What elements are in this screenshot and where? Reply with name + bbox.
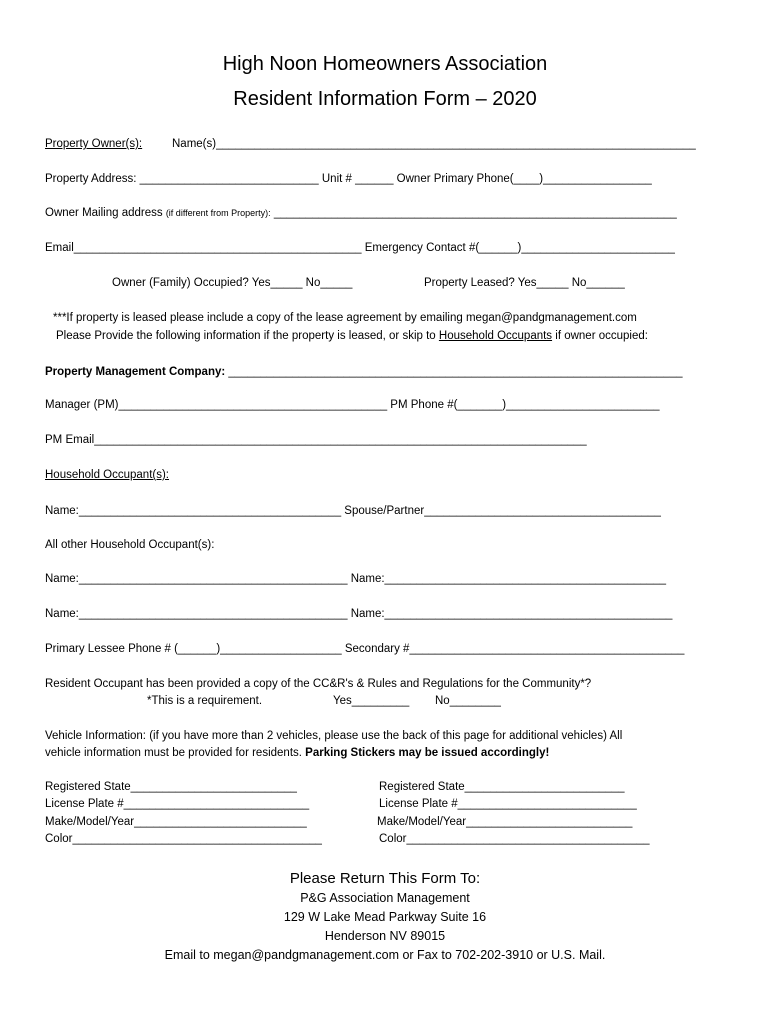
owner-names-field[interactable]: Name(s)___________________________________________________________________________ [172,138,696,150]
email-emergency-field[interactable]: Email_____________________________________________ Emergency Contact #(______)________________________ [45,242,675,254]
return-heading: Please Return This Form To: [289,870,481,887]
ccr-no-field[interactable]: No________ [435,695,501,707]
lease-note-text: Please Provide the following information if the property is leased, or skip to [56,330,439,342]
ccr-question: Resident Occupant has been provided a copy of the CC&R's & Rules and Regulations for the Community*? [45,678,592,690]
form-title-line1: High Noon Homeowners Association [222,53,548,75]
vehicle2-color[interactable]: Color______________________________________ [379,833,650,845]
lease-note-text-end: if owner occupied: [552,330,648,342]
owner-mailing-line: _______________________________________________________________ [273,207,677,219]
vehicle-info-text: vehicle information must be provided for residents. [45,747,306,759]
name-spouse-field[interactable]: Name:_________________________________________ Spouse/Partner_____________________________________ [45,505,661,517]
household-occupants-link: Household Occupants [438,330,553,342]
owner-mailing-label: Owner Mailing address [45,207,163,219]
vehicle2-license-plate[interactable]: License Plate #____________________________ [379,798,637,810]
household-section-label: Household Occupant(s): [45,469,170,481]
return-company: P&G Association Management [300,891,470,905]
lease-note-line1: ***If property is leased please include a copy of the lease agreement by emailing megan@pandgmanagement.com [53,312,637,324]
lessee-phones-field[interactable]: Primary Lessee Phone # (______)___________________ Secondary #___________________________________________ [45,643,685,655]
ccr-requirement-note: *This is a requirement. [147,695,263,707]
management-company-line: _______________________________________________________________________ [225,366,683,378]
return-city: Henderson NV 89015 [324,929,446,943]
owner-section-label: Property Owner(s): [45,138,143,150]
parking-sticker-note: Parking Stickers may be issued accordingly! [305,747,550,759]
management-company-field[interactable] [45,367,683,379]
vehicle1-registered-state[interactable]: Registered State__________________________ [45,781,297,793]
lease-note-line2 [56,331,648,343]
owner-occupied-field[interactable]: Owner (Family) Occupied? Yes_____ No_____ [112,277,353,289]
form-title-line2: Resident Information Form – 2020 [233,88,537,110]
occupant-names-row-2[interactable]: Name:__________________________________________ Name:_____________________________________________ [45,608,673,620]
property-leased-field[interactable]: Property Leased? Yes_____ No______ [424,277,625,289]
vehicle1-license-plate[interactable]: License Plate #_____________________________ [45,798,310,810]
property-address-field[interactable]: Property Address: ____________________________ Unit # ______ Owner Primary Phone(____)_________________ [45,173,652,185]
vehicle2-registered-state[interactable]: Registered State_________________________ [379,781,625,793]
management-company-label: Property Management Company: [45,366,226,378]
vehicle-info-line1: Vehicle Information: (if you have more than 2 vehicles, please use the back of this page for additional vehicles) All [45,730,623,742]
ccr-yes-field[interactable]: Yes_________ [333,695,410,707]
pm-email-field[interactable]: PM Email_____________________________________________________________________________ [45,434,587,446]
return-street: 129 W Lake Mead Parkway Suite 16 [283,910,487,924]
vehicle-info-line2 [45,748,549,760]
other-occupants-label: All other Household Occupant(s): [45,539,215,551]
owner-mailing-note: (if different from Property): [165,208,271,218]
vehicle2-make-model-year[interactable]: Make/Model/Year__________________________ [377,816,633,828]
vehicle1-color[interactable]: Color_______________________________________ [45,833,322,845]
owner-mailing-field[interactable] [45,208,677,220]
return-contact: Email to megan@pandgmanagement.com or Fax to 702-202-3910 or U.S. Mail. [164,948,606,962]
vehicle1-make-model-year[interactable]: Make/Model/Year___________________________ [45,816,307,828]
manager-phone-field[interactable]: Manager (PM)__________________________________________ PM Phone #(_______)________________________ [45,399,660,411]
occupant-names-row-1[interactable]: Name:__________________________________________ Name:____________________________________________ [45,573,666,585]
